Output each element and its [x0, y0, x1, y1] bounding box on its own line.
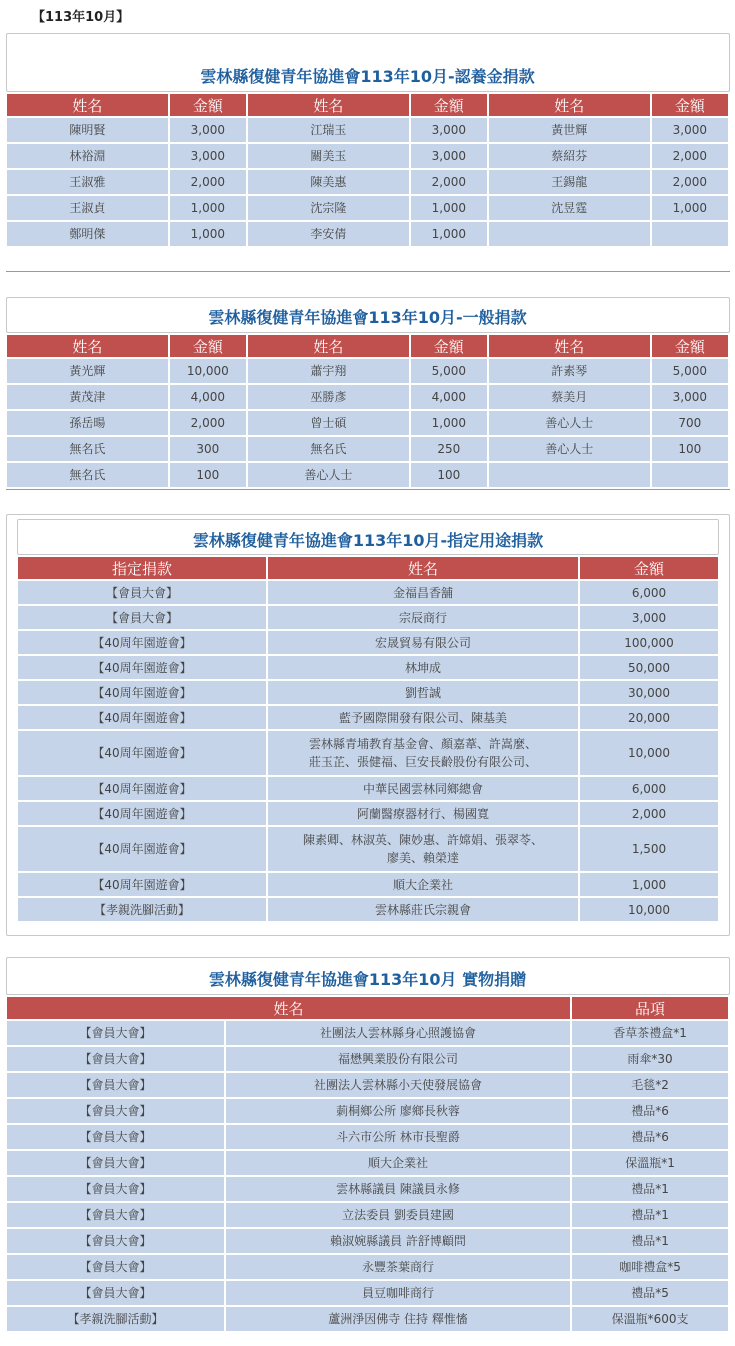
- table-cell: 10,000: [580, 731, 718, 775]
- column-header: 姓名: [248, 94, 409, 116]
- table-cell: 社團法人雲林縣身心照護協會: [226, 1021, 570, 1045]
- table-cell: 莿桐鄉公所 廖鄉長秋蓉: [226, 1099, 570, 1123]
- table-cell: 保溫瓶*1: [572, 1151, 728, 1175]
- table-cell: 禮品*6: [572, 1099, 728, 1123]
- table-cell: 宏晟貿易有限公司: [268, 631, 578, 654]
- table-cell: [489, 222, 650, 246]
- table-cell: 【會員大會】: [7, 1099, 224, 1123]
- table-cell: 3,000: [170, 144, 246, 168]
- table-cell: 曾士碩: [248, 411, 409, 435]
- table-cell: 1,000: [411, 222, 487, 246]
- table-cell: 700: [652, 411, 728, 435]
- table-cell: 江瑞玉: [248, 118, 409, 142]
- table-cell: 5,000: [652, 359, 728, 383]
- column-header: 姓名: [489, 335, 650, 357]
- table-cell: 【40周年園遊會】: [18, 631, 266, 654]
- table-row: [7, 1099, 728, 1123]
- table-row: [7, 1203, 728, 1227]
- table-cell: 員豆咖啡商行: [226, 1281, 570, 1305]
- table-row: [18, 631, 718, 654]
- table-cell: 【會員大會】: [7, 1047, 224, 1071]
- table-cell: 永豐茶葉商行: [226, 1255, 570, 1279]
- table-cell: 【會員大會】: [7, 1281, 224, 1305]
- table-cell: 50,000: [580, 656, 718, 679]
- table-cell: 禮品*6: [572, 1125, 728, 1149]
- table-cell: 關美玉: [248, 144, 409, 168]
- section-divider: [6, 489, 730, 490]
- table-cell: 蕭宇翔: [248, 359, 409, 383]
- page-label: 【113年10月】: [32, 10, 130, 25]
- table-cell: 斗六市公所 林市長聖爵: [226, 1125, 570, 1149]
- general-donation-table: [5, 333, 730, 489]
- section-divider: [6, 271, 730, 272]
- table-row: [18, 777, 718, 800]
- table-cell: 林裕淵: [7, 144, 168, 168]
- table-cell: 4,000: [411, 385, 487, 409]
- column-header: 姓名: [248, 335, 409, 357]
- table-cell: 雲林縣青埔教育基金會、顏嘉葦、許嵩麼、 莊玉芷、張健福、巨安長齡股份有限公司、: [268, 731, 578, 775]
- table-row: [18, 873, 718, 896]
- table-cell: 1,000: [170, 196, 246, 220]
- table-cell: 藍予國際開發有限公司、陳基美: [268, 706, 578, 729]
- table-cell: 王錫龍: [489, 170, 650, 194]
- section-title-in-kind: 雲林縣復健青年協進會113年10月 實物捐贈: [208, 970, 527, 989]
- table-row: [7, 170, 728, 194]
- column-header: 金額: [580, 557, 718, 579]
- table-cell: [489, 463, 650, 487]
- table-cell: 雲林縣議員 陳議員永修: [226, 1177, 570, 1201]
- table-cell: 2,000: [170, 411, 246, 435]
- table-cell: 咖啡禮盒*5: [572, 1255, 728, 1279]
- section-title-sponsorship: 雲林縣復健青年協進會113年10月-認養金捐款: [200, 67, 535, 86]
- table-cell: 【會員大會】: [7, 1177, 224, 1201]
- table-cell: 雨傘*30: [572, 1047, 728, 1071]
- table-cell: 蔡美月: [489, 385, 650, 409]
- column-header: 金額: [652, 94, 728, 116]
- section-title-general: 雲林縣復健青年協進會113年10月-一般捐款: [208, 308, 527, 327]
- table-row: [7, 1021, 728, 1045]
- table-cell: 中華民國雲林同鄉總會: [268, 777, 578, 800]
- column-header: 姓名: [489, 94, 650, 116]
- table-cell: 李安倩: [248, 222, 409, 246]
- table-cell: 毛毯*2: [572, 1073, 728, 1097]
- table-cell: 100: [411, 463, 487, 487]
- table-row: [7, 1073, 728, 1097]
- table-cell: 2,000: [652, 144, 728, 168]
- table-cell: 許素琴: [489, 359, 650, 383]
- table-cell: 蔡紹芬: [489, 144, 650, 168]
- table-cell: [652, 222, 728, 246]
- table-cell: 20,000: [580, 706, 718, 729]
- column-header: 金額: [411, 335, 487, 357]
- table-cell: 巫勝彥: [248, 385, 409, 409]
- table-cell: 善心人士: [489, 437, 650, 461]
- table-cell: 2,000: [170, 170, 246, 194]
- table-cell: 【會員大會】: [18, 581, 266, 604]
- table-row: [18, 681, 718, 704]
- table-cell: 【40周年園遊會】: [18, 827, 266, 871]
- table-cell: 10,000: [580, 898, 718, 921]
- table-cell: 1,000: [170, 222, 246, 246]
- table-cell: 100: [170, 463, 246, 487]
- table-cell: 【會員大會】: [7, 1203, 224, 1227]
- table-row: [7, 1307, 728, 1331]
- table-cell: 【40周年園遊會】: [18, 656, 266, 679]
- table-row: [7, 118, 728, 142]
- table-cell: 順大企業社: [226, 1151, 570, 1175]
- table-cell: 【會員大會】: [7, 1021, 224, 1045]
- table-cell: 無名氏: [7, 463, 168, 487]
- table-cell: 【40周年園遊會】: [18, 802, 266, 825]
- table-cell: 黃茂津: [7, 385, 168, 409]
- table-cell: 陳明賢: [7, 118, 168, 142]
- table-cell: 立法委員 劉委員建國: [226, 1203, 570, 1227]
- table-row: [7, 411, 728, 435]
- table-row: [7, 144, 728, 168]
- table-cell: 沈昱霆: [489, 196, 650, 220]
- column-header: 品項: [572, 997, 728, 1019]
- table-cell: 黃光輝: [7, 359, 168, 383]
- table-cell: 無名氏: [248, 437, 409, 461]
- column-header: 姓名: [7, 94, 168, 116]
- table-cell: 社團法人雲林縣小天使發展協會: [226, 1073, 570, 1097]
- table-cell: 3,000: [411, 144, 487, 168]
- table-cell: 林坤成: [268, 656, 578, 679]
- table-row: [7, 1047, 728, 1071]
- table-cell: 禮品*1: [572, 1203, 728, 1227]
- table-cell: 香草茶禮盒*1: [572, 1021, 728, 1045]
- table-row: [18, 802, 718, 825]
- table-cell: 【40周年園遊會】: [18, 873, 266, 896]
- column-header: 金額: [170, 335, 246, 357]
- table-cell: 3,000: [170, 118, 246, 142]
- table-cell: 蘆洲淨因佛寺 住持 釋惟慉: [226, 1307, 570, 1331]
- table-cell: 【會員大會】: [7, 1073, 224, 1097]
- table-cell: 順大企業社: [268, 873, 578, 896]
- table-row: [7, 196, 728, 220]
- table-row: [18, 731, 718, 775]
- table-cell: [652, 463, 728, 487]
- table-cell: 【40周年園遊會】: [18, 777, 266, 800]
- table-cell: 30,000: [580, 681, 718, 704]
- column-header: 姓名: [7, 335, 168, 357]
- table-row: [7, 359, 728, 383]
- table-row: [7, 1177, 728, 1201]
- table-cell: 1,500: [580, 827, 718, 871]
- table-cell: 250: [411, 437, 487, 461]
- column-header: 金額: [170, 94, 246, 116]
- table-cell: 劉哲誠: [268, 681, 578, 704]
- table-row: [18, 706, 718, 729]
- table-cell: 沈宗隆: [248, 196, 409, 220]
- column-header: 姓名: [7, 997, 570, 1019]
- table-cell: 3,000: [652, 118, 728, 142]
- designated-donation-table: [16, 555, 720, 923]
- table-cell: 【會員大會】: [7, 1255, 224, 1279]
- table-cell: 6,000: [580, 777, 718, 800]
- table-cell: 王淑貞: [7, 196, 168, 220]
- table-cell: 雲林縣莊氏宗親會: [268, 898, 578, 921]
- table-cell: 王淑雅: [7, 170, 168, 194]
- table-row: [7, 1151, 728, 1175]
- table-cell: 【孝親洗腳活動】: [7, 1307, 224, 1331]
- table-cell: 4,000: [170, 385, 246, 409]
- table-cell: 【會員大會】: [7, 1229, 224, 1253]
- column-header: 姓名: [268, 557, 578, 579]
- table-cell: 100,000: [580, 631, 718, 654]
- table-cell: 禮品*5: [572, 1281, 728, 1305]
- table-cell: 1,000: [580, 873, 718, 896]
- table-cell: 阿蘭醫療器材行、楊國寬: [268, 802, 578, 825]
- table-row: [7, 437, 728, 461]
- table-row: [18, 827, 718, 871]
- table-cell: 鄭明傑: [7, 222, 168, 246]
- table-row: [7, 1229, 728, 1253]
- table-cell: 2,000: [580, 802, 718, 825]
- table-cell: 2,000: [411, 170, 487, 194]
- column-header: 指定捐款: [18, 557, 266, 579]
- table-row: [7, 1125, 728, 1149]
- table-cell: 【孝親洗腳活動】: [18, 898, 266, 921]
- table-cell: 善心人士: [248, 463, 409, 487]
- table-cell: 孫岳暘: [7, 411, 168, 435]
- table-cell: 3,000: [411, 118, 487, 142]
- table-cell: 【40周年園遊會】: [18, 706, 266, 729]
- table-row: [7, 385, 728, 409]
- table-cell: 6,000: [580, 581, 718, 604]
- table-cell: 福懋興業股份有限公司: [226, 1047, 570, 1071]
- table-cell: 3,000: [580, 606, 718, 629]
- table-cell: 禮品*1: [572, 1229, 728, 1253]
- table-cell: 保溫瓶*600支: [572, 1307, 728, 1331]
- table-cell: 金福昌香舖: [268, 581, 578, 604]
- table-cell: 100: [652, 437, 728, 461]
- column-header: 金額: [411, 94, 487, 116]
- table-cell: 【會員大會】: [7, 1151, 224, 1175]
- table-cell: 無名氏: [7, 437, 168, 461]
- in-kind-donation-table: [5, 995, 730, 1333]
- table-cell: 10,000: [170, 359, 246, 383]
- table-cell: 【會員大會】: [7, 1125, 224, 1149]
- table-cell: 陳素卿、林淑英、陳妙惠、許嫦娟、張翠苓、 廖美、賴榮達: [268, 827, 578, 871]
- table-row: [7, 1255, 728, 1279]
- table-cell: 【40周年園遊會】: [18, 681, 266, 704]
- table-cell: 300: [170, 437, 246, 461]
- table-cell: 【40周年園遊會】: [18, 731, 266, 775]
- table-cell: 陳美惠: [248, 170, 409, 194]
- sponsorship-table: [5, 92, 730, 248]
- table-cell: 1,000: [411, 196, 487, 220]
- column-header: 金額: [652, 335, 728, 357]
- section-title-designated: 雲林縣復健青年協進會113年10月-指定用途捐款: [192, 531, 544, 550]
- table-row: [7, 1281, 728, 1305]
- table-row: [7, 463, 728, 487]
- table-row: [18, 656, 718, 679]
- table-cell: 宗辰商行: [268, 606, 578, 629]
- table-cell: 善心人士: [489, 411, 650, 435]
- table-row: [18, 898, 718, 921]
- table-cell: 黃世輝: [489, 118, 650, 142]
- table-cell: 5,000: [411, 359, 487, 383]
- table-row: [7, 222, 728, 246]
- table-cell: 賴淑婉縣議員 許舒博顧問: [226, 1229, 570, 1253]
- table-cell: 1,000: [411, 411, 487, 435]
- table-row: [18, 606, 718, 629]
- table-row: [18, 581, 718, 604]
- table-cell: 【會員大會】: [18, 606, 266, 629]
- table-cell: 3,000: [652, 385, 728, 409]
- table-cell: 1,000: [652, 196, 728, 220]
- table-cell: 禮品*1: [572, 1177, 728, 1201]
- table-cell: 2,000: [652, 170, 728, 194]
